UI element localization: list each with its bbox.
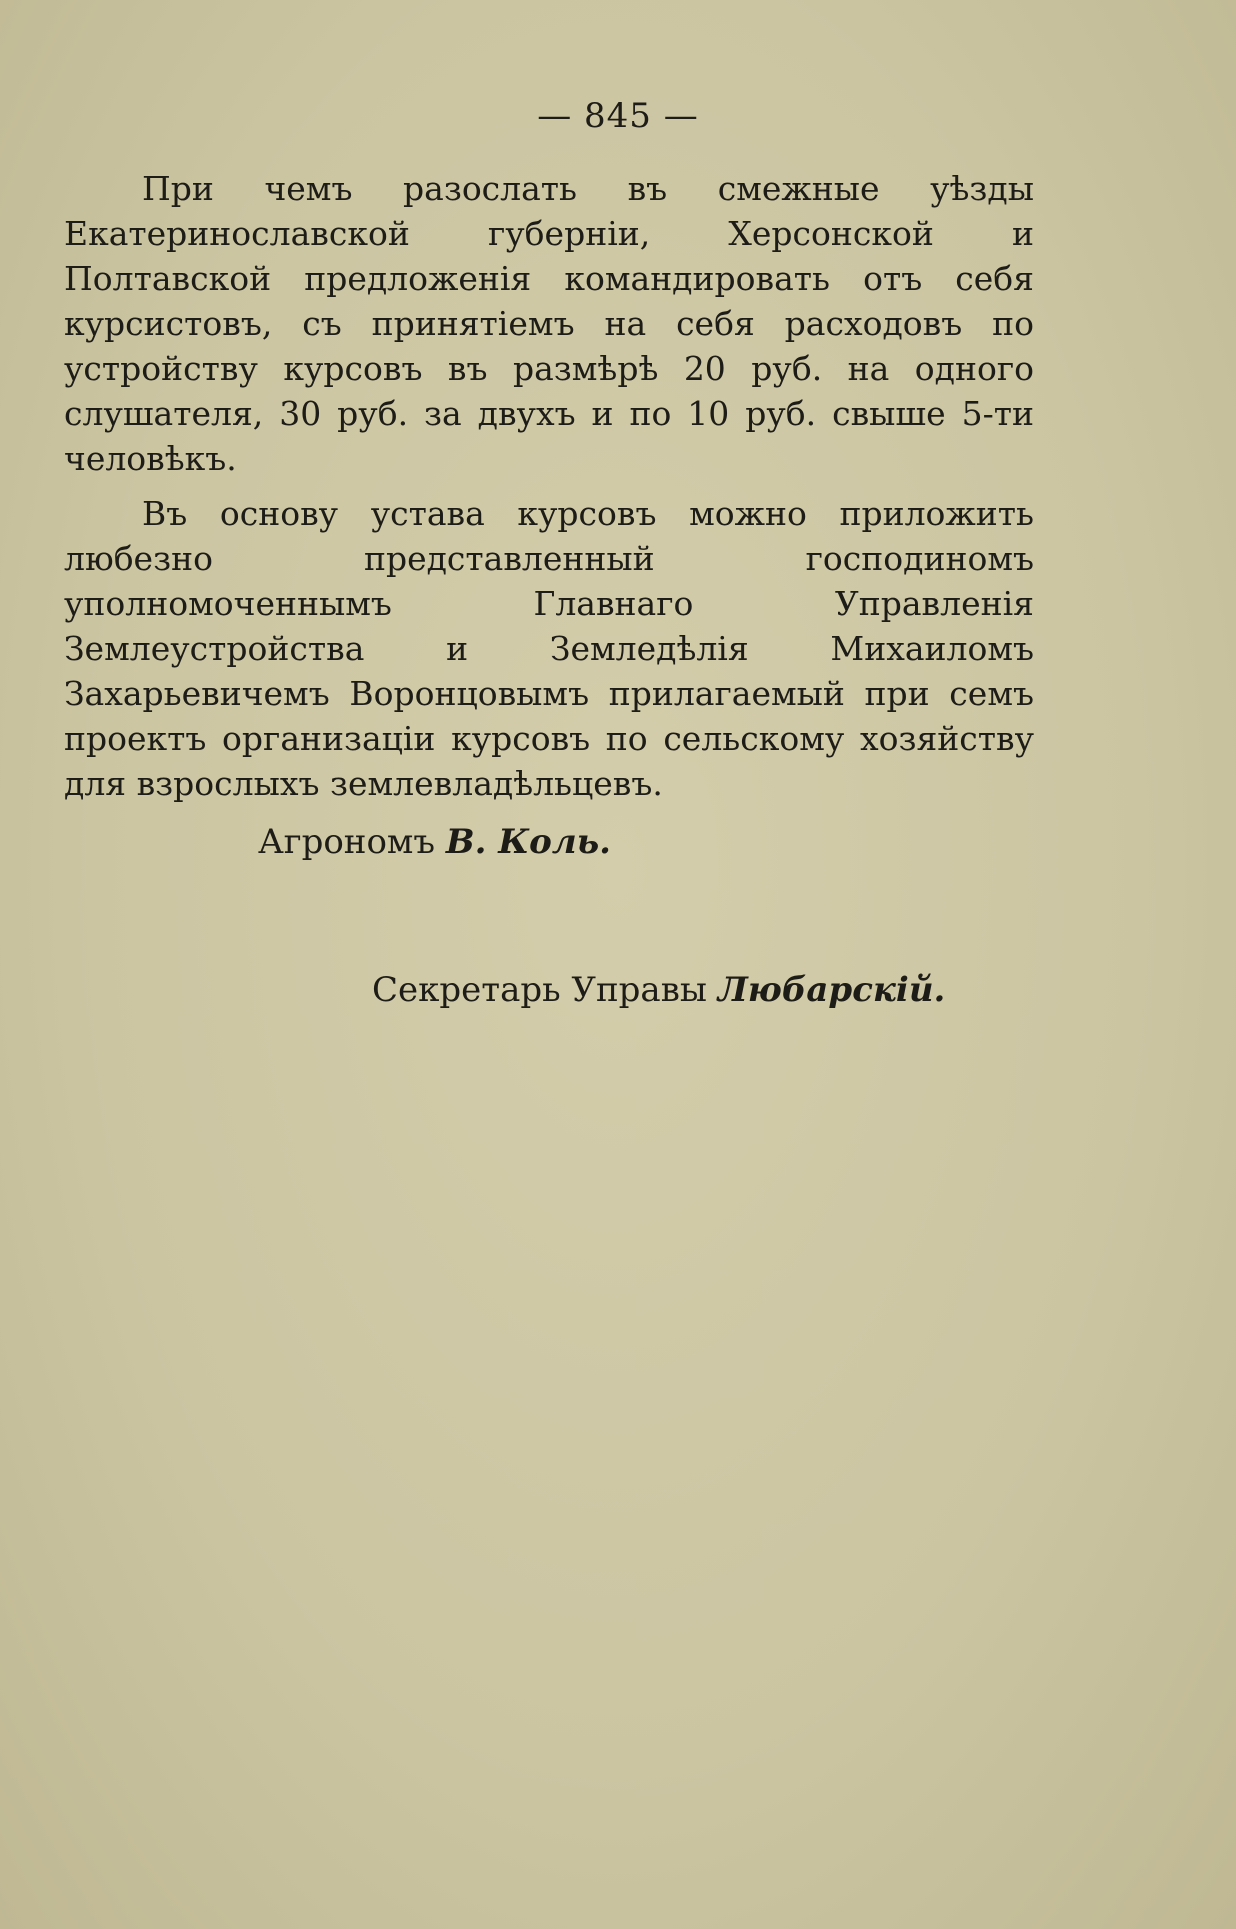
secretary-name: Любарскій. [717,970,946,1010]
page-number: — 845 — [537,96,699,136]
paragraph-1: При чемъ разослать въ смежные уѣзды Екатеринославской губерніи, Херсонской и Полтавской предложенія командировать отъ себя курсистовъ, съ принятіемъ на себя расходовъ по устройству курсовъ въ размѣрѣ 20 руб. на одного слушателя, 30 руб. за двухъ и по 10 руб. свыше 5-ти человѣкъ. [64,169,1034,478]
agronom-name: В. Коль. [445,822,611,862]
secretary-title: Секретарь Управы [372,970,707,1010]
agronom-signature [258,822,611,862]
body-text [64,166,1034,806]
secretary-signature [372,970,945,1010]
agronom-title: Агрономъ [258,822,436,862]
paragraph-2: Въ основу устава курсовъ можно приложить любезно представленный господиномъ уполномоченнымъ Главнаго Управленія Землеустройства и Земледѣлія Михаиломъ Захарьевичемъ Воронцовымъ прилагаемый при семъ проектъ организаціи курсовъ по сельскому хозяйству для взрослыхъ землевладѣльцевъ. [64,494,1034,803]
